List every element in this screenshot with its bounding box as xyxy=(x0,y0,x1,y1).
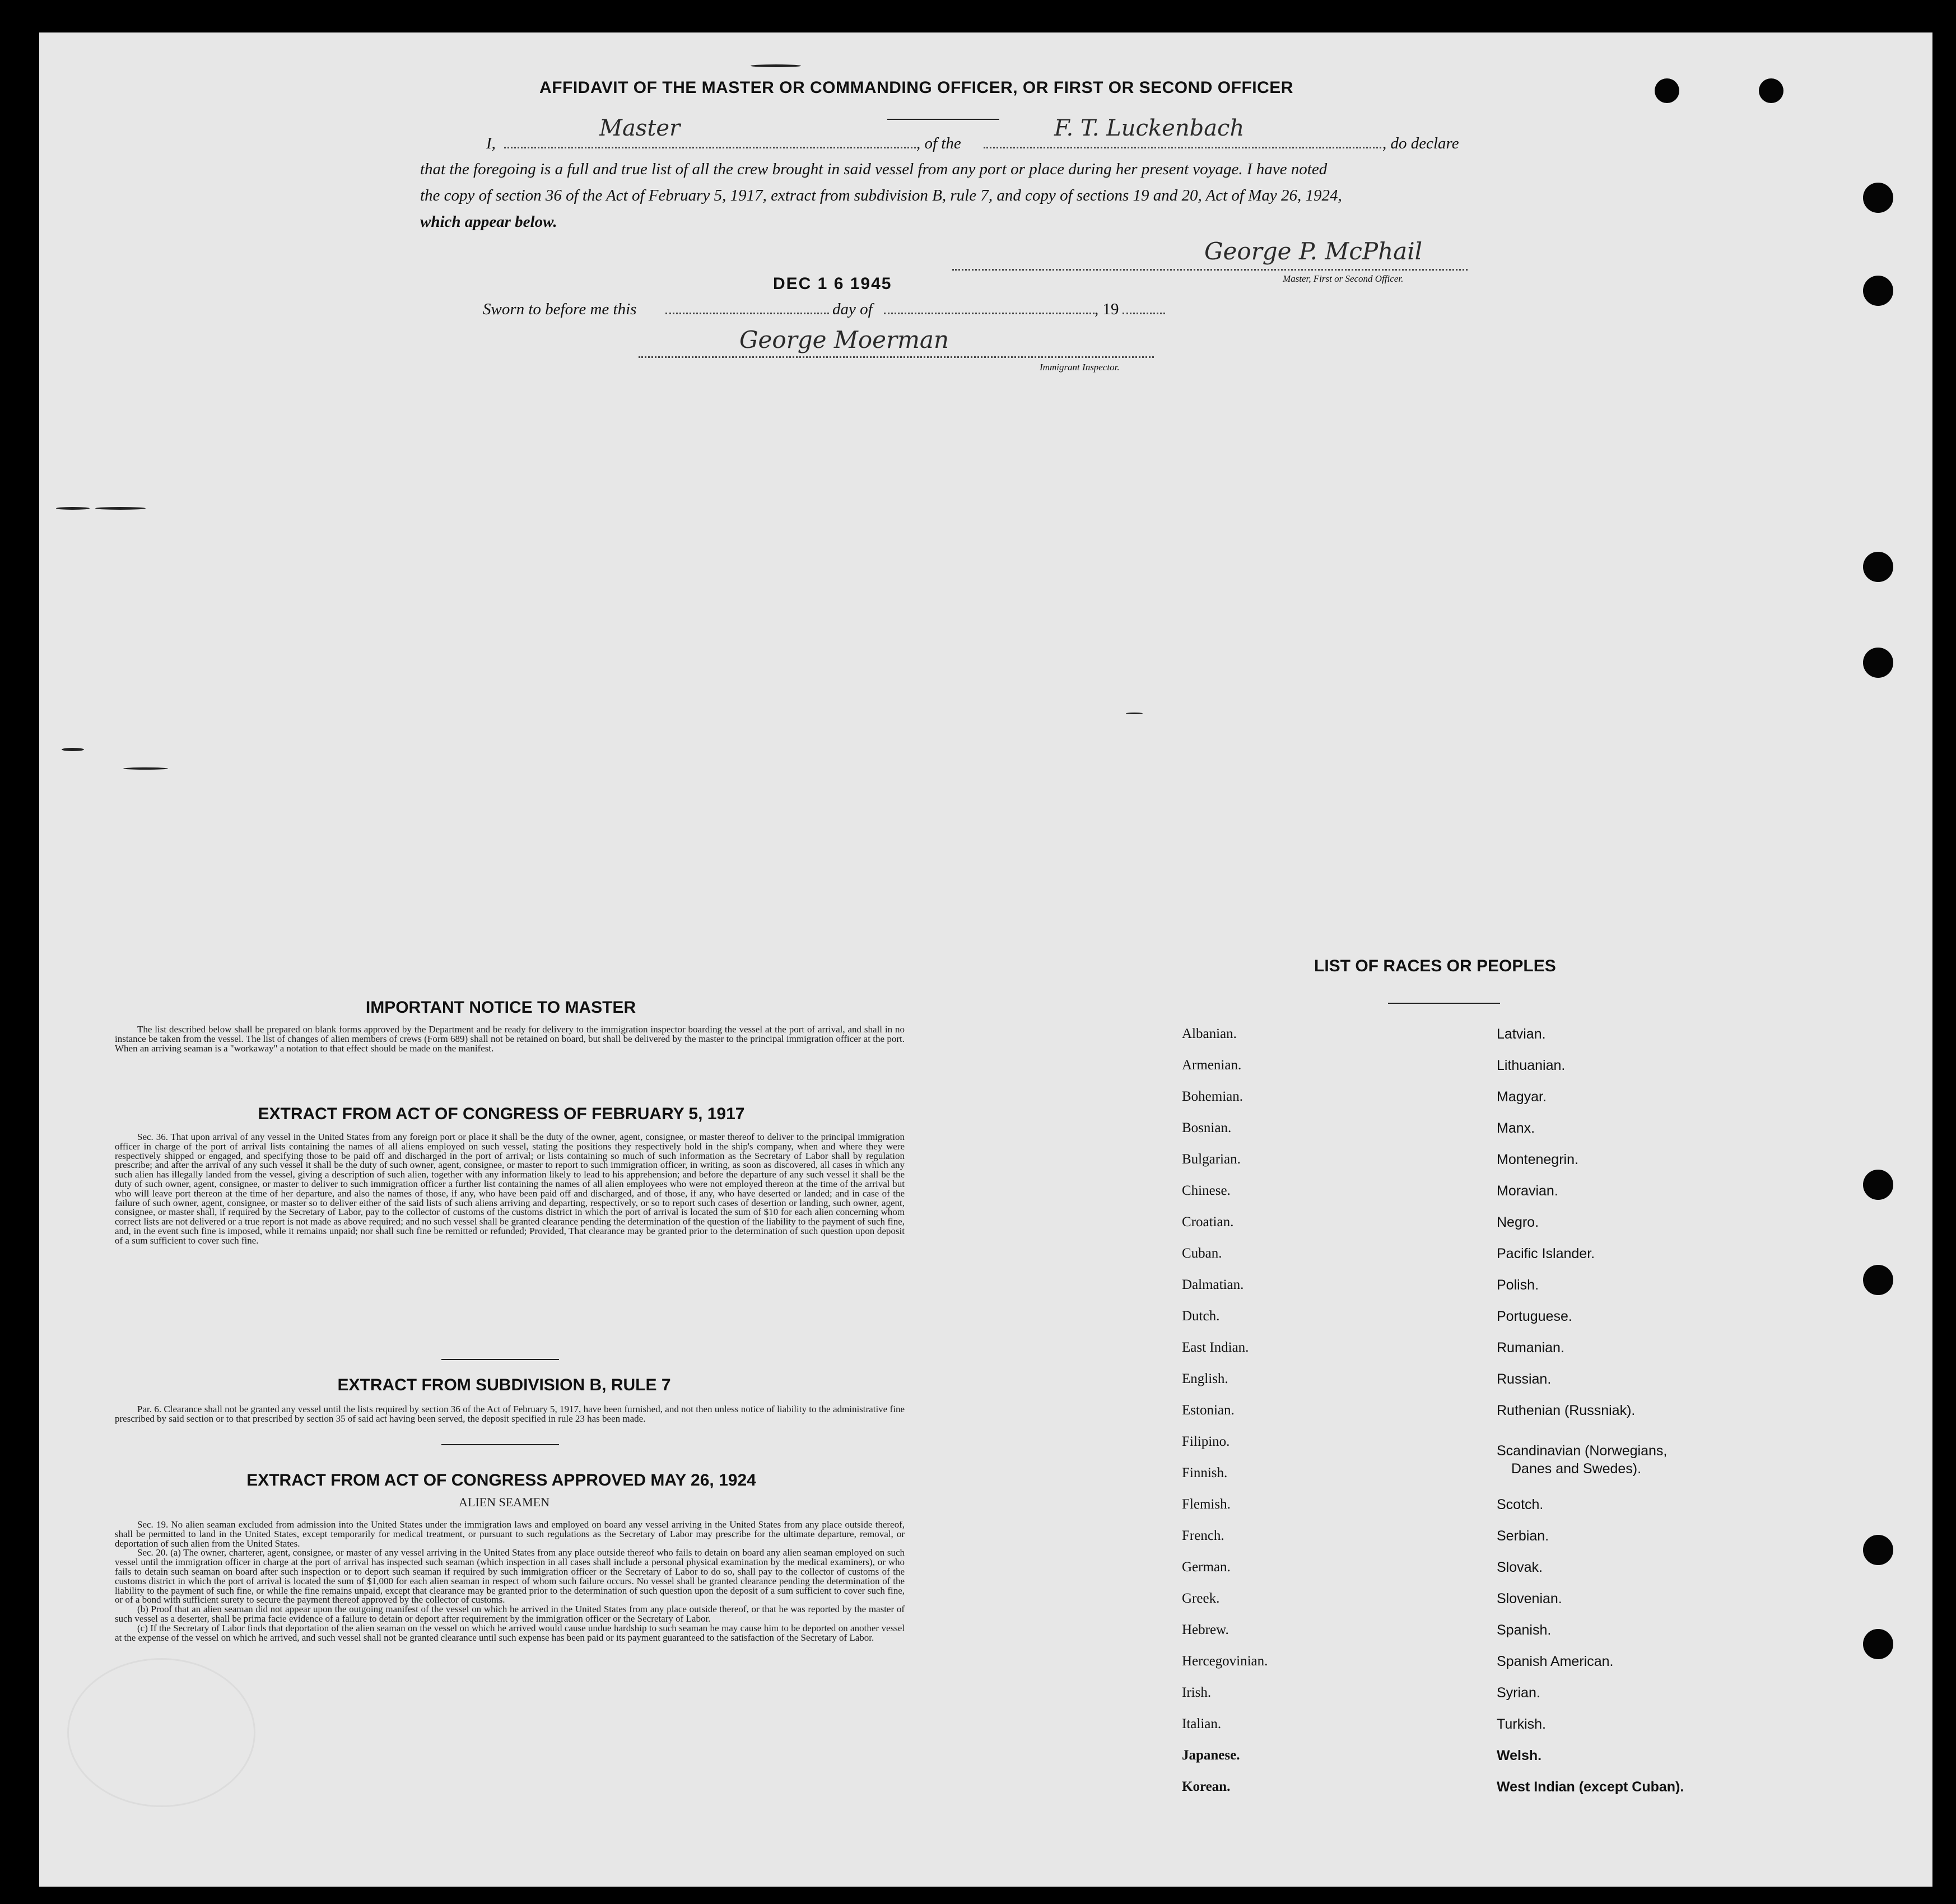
sworn-day-line xyxy=(665,313,829,314)
race-item: Pacific Islander. xyxy=(1497,1246,1595,1261)
race-item: Danes and Swedes). xyxy=(1511,1461,1642,1477)
embossed-seal xyxy=(67,1658,255,1807)
punch-hole xyxy=(1863,1170,1893,1200)
race-item: Magyar. xyxy=(1497,1089,1547,1105)
affidavit-title: AFFIDAVIT OF THE MASTER OR COMMANDING OFFICER, OR FIRST OR SECOND OFFICER xyxy=(539,78,1293,97)
title-underline xyxy=(887,119,999,120)
punch-hole xyxy=(1863,1535,1893,1565)
alien-seamen-subheading: ALIEN SEAMEN xyxy=(459,1495,549,1509)
extract-1924-heading: EXTRACT FROM ACT OF CONGRESS APPROVED MAY 26, 1924 xyxy=(246,1471,756,1489)
race-item: Cuban. xyxy=(1182,1246,1222,1261)
sec20b-paragraph: (b) Proof that an alien seaman did not appear upon the outgoing manifest of the vessel on which he arrived in the United States from any place outside thereof, or that he was reported by the master of such vessel as a deserter, shall be prima facie evidence of a failure to detain or deport after requirement by the immigration officer or the Secretary of Labor. xyxy=(115,1604,905,1624)
race-item: Irish. xyxy=(1182,1685,1212,1700)
affidavit-body-1: that the foregoing is a full and true list of all the crew brought in said vessel from any port or place during her present voyage. I have noted xyxy=(420,160,1328,178)
race-item: Spanish. xyxy=(1497,1622,1552,1638)
scan-speck xyxy=(123,767,168,770)
handwritten-role: Master xyxy=(599,115,681,141)
race-item: Turkish. xyxy=(1497,1716,1546,1732)
role-fill-line xyxy=(504,147,916,148)
race-item: Manx. xyxy=(1497,1120,1535,1136)
punch-hole xyxy=(1863,276,1893,306)
punch-hole xyxy=(1863,183,1893,213)
races-underline xyxy=(1388,1003,1500,1004)
race-item: Scandinavian (Norwegians, xyxy=(1497,1443,1668,1459)
affidavit-do-declare: , do declare xyxy=(1382,134,1459,152)
scan-speck xyxy=(95,507,146,510)
race-item: Syrian. xyxy=(1497,1685,1540,1701)
extract-1917-paragraph: Sec. 36. That upon arrival of any vessel in the United States from any foreign port or place it shall be the duty of the owner, agent, consignee, or master thereof to deliver to the principal immigration officer in charge of the port of arrival lists containing the names of all aliens employed on such vessel, stating the positions they respectively hold in the ship's company, when and where they were respectively shipped or engaged, and specifying those to be paid off and discharged in the port of arrival; or lists containing so much of such information as the Secretary of Labor shall by regulation prescribe; and after the arrival of any such vessel it shall be the duty of such owner, agent, consignee, or master to report to such immigration officer, in writing, as soon as discovered, all cases in which any such alien has illegally landed from the vessel, giving a description of such alien, together with any information likely to lead to his apprehension; and before the departure of any such vessel it shall be the duty of such owner, agent, consignee, or master to deliver to such immigration officer a further list containing the names of all alien employees who were not employed thereon at the time of the arrival but who will leave port thereon at the time of her departure, and also the names of those, if any, who have been paid off and discharged, and of those, if any, who have deserted or landed; and in case of the failure of such owner, agent, consignee, or master so to deliver either of the said lists of such aliens arriving and departing, respectively, or so to report such cases of desertion or landing, such owner, agent, consignee, or master shall, if required by the Secretary of Labor, pay to the collector of customs of the customs district in which the port of arrival is located the sum of $10 for each alien concerning whom correct lists are not delivered or a true report is not made as above required; and no such vessel shall be granted clearance pending the determination of the question of the liability to the payment of such fine, and, in the event such fine is imposed, while it remains unpaid; nor shall such fine be remitted or refunded; Provided, That clearance may be granted prior to the determination of such question upon deposit of a sum sufficient to cover such fine. xyxy=(115,1132,905,1246)
race-item: Estonian. xyxy=(1182,1403,1235,1418)
race-item: German. xyxy=(1182,1559,1231,1575)
affidavit-of-the: , of the xyxy=(916,134,961,152)
race-item: French. xyxy=(1182,1528,1224,1543)
master-caption: Master, First or Second Officer. xyxy=(1283,273,1404,284)
race-item: Greek. xyxy=(1182,1591,1220,1606)
race-item: West Indian (except Cuban). xyxy=(1497,1779,1684,1795)
inspector-signature: George Moerman xyxy=(739,326,949,353)
race-item: Welsh. xyxy=(1497,1748,1542,1763)
punch-hole xyxy=(1863,1265,1893,1295)
handwritten-vessel: F. T. Luckenbach xyxy=(1054,115,1245,141)
punch-hole xyxy=(1863,1629,1893,1659)
race-item: Dalmatian. xyxy=(1182,1277,1244,1292)
rule7-text xyxy=(115,1405,905,1424)
extract-1917-text xyxy=(115,1133,905,1246)
vessel-fill-line xyxy=(984,147,1381,148)
race-item: Slovenian. xyxy=(1497,1591,1562,1607)
divider xyxy=(441,1444,559,1445)
race-item: Hebrew. xyxy=(1182,1622,1229,1637)
inspector-signature-line xyxy=(639,356,1154,358)
affidavit-body-3: which appear below. xyxy=(420,213,557,231)
race-item: Slovak. xyxy=(1497,1559,1543,1575)
rule7-heading: EXTRACT FROM SUBDIVISION B, RULE 7 xyxy=(337,1376,671,1394)
race-item: Japanese. xyxy=(1182,1748,1240,1763)
race-item: Lithuanian. xyxy=(1497,1058,1566,1073)
notice-paragraph: The list described below shall be prepared on blank forms approved by the Department and be ready for delivery to the immigration inspector boarding the vessel at the port of arrival, and shall in no instance be taken from the vessel. The list of changes of alien members of crews (Form 689) shall not be retained on board, but shall be delivered by the master to the principal immigration officer at the port. When an arriving seaman is a "workaway" a notation to that effect should be made on the manifest. xyxy=(115,1024,905,1054)
punch-hole xyxy=(1863,552,1893,582)
sworn-month-line xyxy=(884,313,1095,314)
race-item: Bosnian. xyxy=(1182,1120,1232,1135)
race-item: Scotch. xyxy=(1497,1497,1544,1512)
race-item: East Indian. xyxy=(1182,1340,1249,1355)
race-item: Serbian. xyxy=(1497,1528,1549,1544)
race-item: Polish. xyxy=(1497,1277,1539,1293)
scan-speck xyxy=(751,64,801,67)
sworn-year: , 19 xyxy=(1095,300,1119,318)
race-item: Armenian. xyxy=(1182,1058,1242,1073)
rule7-paragraph: Par. 6. Clearance shall not be granted any vessel until the lists required by section 36 of the Act of February 5, 1917, have been furnished, and not then unless notice of liability to the administrative fine prescribed by said section or to that prescribed by section 35 of said act having been served, the deposit specified in rule 23 has been made. xyxy=(115,1404,905,1424)
race-item: Albanian. xyxy=(1182,1026,1237,1041)
sec20a-paragraph: Sec. 20. (a) The owner, charterer, agent, consignee, or master of any vessel arriving in the United States from any place outside thereof who fails to detain on board any alien seaman employed on such vessel until the immigration officer in charge at the port of arrival has inspected such seaman (which inspection in all cases shall include a personal physical examination by the medical examiners), or who fails to detain such seaman on board after such inspection or to deport such seaman if required by such immigration officer or the Secretary of Labor to do so, shall pay to the collector of customs of the customs district in which the port of arrival is located the sum of $1,000 for each alien seaman in respect of whom such failure occurs. No vessel shall be granted clearance pending the determination of the liability to the payment of such fine, or while the fine remains unpaid, except that clearance may be granted prior to the determination of such question upon the deposit of a sum sufficient to cover such fine, or of a bond with sufficient surety to secure the payment thereof approved by the collector of customs. xyxy=(115,1547,905,1605)
sec19-paragraph: Sec. 19. No alien seaman excluded from admission into the United States under the immigration laws and employed on board any vessel arriving in the United States from any place outside thereof, shall be permitted to land in the United States, except temporarily for medical treatment, or pursuant to such regulations as the Secretary of Labor may prescribe for the ultimate departure, removal, or deportation of such alien from the United States. xyxy=(115,1519,905,1549)
sworn-year-line xyxy=(1123,313,1165,314)
races-heading: LIST OF RACES OR PEOPLES xyxy=(1314,957,1556,975)
race-item: Portuguese. xyxy=(1497,1309,1572,1324)
inspector-caption: Immigrant Inspector. xyxy=(1040,362,1120,373)
race-item: Dutch. xyxy=(1182,1309,1220,1324)
punch-hole xyxy=(1863,648,1893,678)
race-item: Rumanian. xyxy=(1497,1340,1564,1356)
sworn-day-of: day of xyxy=(832,300,873,318)
race-item: Chinese. xyxy=(1182,1183,1231,1198)
notice-heading: IMPORTANT NOTICE TO MASTER xyxy=(365,998,636,1017)
race-item: Montenegrin. xyxy=(1497,1152,1578,1167)
extract-1924-text xyxy=(115,1520,905,1642)
race-item: Italian. xyxy=(1182,1716,1222,1731)
race-item: Moravian. xyxy=(1497,1183,1558,1199)
affidavit-i: I, xyxy=(486,134,496,152)
scan-speck xyxy=(56,507,90,510)
race-item: Filipino. xyxy=(1182,1434,1230,1449)
scan-speck xyxy=(1126,713,1143,714)
date-stamp: DEC 1 6 1945 xyxy=(773,274,892,293)
race-item: Ruthenian (Russniak). xyxy=(1497,1403,1636,1418)
affidavit-body-2: the copy of section 36 of the Act of February 5, 1917, extract from subdivision B, rule 7, and copy of sections 19 and 20, Act of May 26, 1924, xyxy=(420,187,1342,204)
race-item: English. xyxy=(1182,1371,1228,1386)
race-item: Hercegovinian. xyxy=(1182,1654,1268,1669)
sworn-text: Sworn to before me this xyxy=(483,300,637,318)
race-item: Bohemian. xyxy=(1182,1089,1244,1104)
race-item: Russian. xyxy=(1497,1371,1552,1387)
sec20c-paragraph: (c) If the Secretary of Labor finds that deportation of the alien seaman on the vessel on which he arrived would cause undue hardship to such seaman he may cause him to be deported on another vessel at the expense of the vessel on which he arrived, and such vessel shall not be granted clearance until such expense has been paid or its payment guaranteed to the satisfaction of the Secretary of Labor. xyxy=(115,1622,905,1643)
race-item: Korean. xyxy=(1182,1779,1231,1794)
notice-text xyxy=(115,1025,905,1053)
race-item: Flemish. xyxy=(1182,1497,1231,1512)
race-item: Latvian. xyxy=(1497,1026,1546,1042)
race-item: Finnish. xyxy=(1182,1465,1228,1481)
race-item: Negro. xyxy=(1497,1214,1539,1230)
race-item: Bulgarian. xyxy=(1182,1152,1241,1167)
extract-1917-heading: EXTRACT FROM ACT OF CONGRESS OF FEBRUARY 5, 1917 xyxy=(258,1105,745,1123)
master-signature: George P. McPhail xyxy=(1204,238,1423,265)
master-signature-line xyxy=(952,269,1468,271)
race-item: Croatian. xyxy=(1182,1214,1234,1230)
divider xyxy=(441,1359,559,1360)
race-item: Spanish American. xyxy=(1497,1654,1614,1669)
scan-speck xyxy=(62,748,84,751)
